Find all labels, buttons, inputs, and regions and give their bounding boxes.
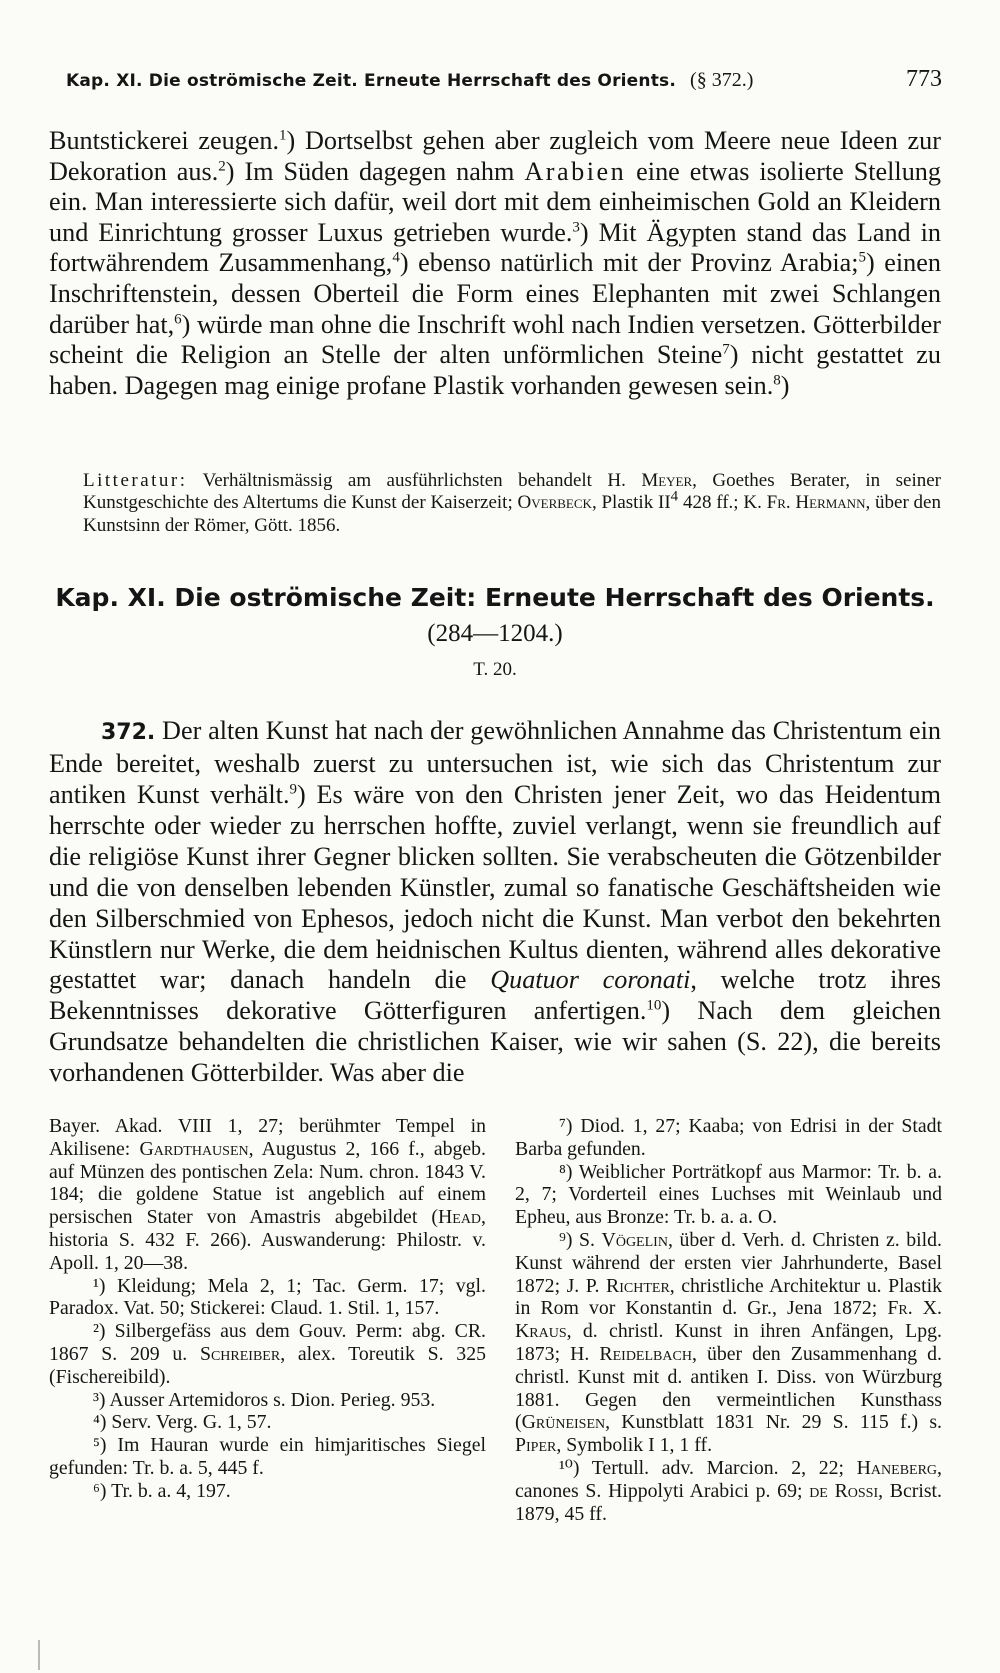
footnote-continuation (49, 1115, 486, 1275)
footnote-3: ³) Ausser Artemidoros s. Dion. Perieg. 953. (93, 1388, 436, 1411)
footnote-7: ⁷) Diod. 1, 27; Kaaba; von Edrisi in der Stadt Barba gefunden. (515, 1115, 942, 1160)
footnote-5: ⁵) Im Hauran wurde ein himjaritisches Siegel gefunden: Tr. b. a. 5, 445 f. (49, 1434, 486, 1479)
chapter-title: Kap. XI. Die oströmische Zeit: Erneute Herrschaft des Orients. (55, 583, 935, 612)
text-run: , welche trotz ihres Bekenntnisses dekorative Götterfiguren anfertigen. (49, 965, 941, 1026)
text-run: Buntstickerei zeugen. (49, 126, 280, 155)
text-run: 428 ff.; K. (678, 492, 767, 514)
text-run: , Augustus 2, 166 f., abgeb. auf Münzen des pontischen Zela: Num. chron. 1843 V. 184; die goldene Statue ist angeblich auf einem persischen Stater von Amastris abgebildet ( (49, 1137, 486, 1229)
running-header (66, 66, 942, 93)
section-372 (49, 690, 941, 1115)
literature-paragraph (49, 470, 941, 537)
text-run: Der alten Kunst hat nach der gewöhnlichen Annahme das Christentum ein Ende bereitet, weshalb zuerst zu untersuchen ist, wie sich das Christentum zur antiken Kunst verhält. (49, 716, 941, 809)
literature-label: Litteratur: (83, 470, 188, 491)
footnote-marker: 3 (572, 219, 580, 236)
running-title: Kap. XI. Die oströmische Zeit. Erneute Herrschaft des Orients. (66, 71, 677, 91)
text-run: , canones S. Hippolyti Arabici p. 69; (515, 1456, 942, 1502)
literature-note (49, 470, 941, 537)
text-run: ¹⁰) Tertull. adv. Marcion. 2, 22; (559, 1456, 857, 1479)
page-edge-mark (38, 1640, 40, 1670)
author-name: Overbeck (517, 492, 592, 514)
text-run: ⁹) S. (559, 1228, 602, 1251)
section-paragraph (49, 716, 941, 1089)
text-run: , christliche Architektur u. Plastik in Rom vor Konstantin d. Gr., Jena 1872; (515, 1274, 942, 1320)
author-name: Richter (606, 1274, 670, 1297)
footnote-8: ⁸) Weiblicher Porträtkopf aus Marmor: Tr. b. a. 2, 7; Vorderteil eines Luchses mit Weinlaub und Epheu, aus Bronze: Tr. b. a. a. O. (515, 1160, 942, 1229)
footnote-marker: 6 (174, 310, 182, 327)
text-run: ) einen Inschriftenstein, dessen Oberteil die Form eines Elephanten mit zwei Schlangen darüber hat, (49, 248, 941, 339)
page-number: 773 (906, 66, 942, 92)
text-run: , d. christl. Kunst in ihren Anfängen, Lpg. 1873; H. (515, 1320, 942, 1365)
spaced-word: Arabien (524, 156, 627, 186)
text-run: eine etwas isolierte Stellung ein. Man interessierte sich dafür, weil dort mit dem einheimischen Gold an Kleidern und Einrichtung grosser Luxus getrieben wurde. (49, 156, 941, 247)
section-number: 372. (101, 720, 156, 746)
author-name: Fr. X. Kraus (515, 1297, 942, 1343)
footnotes-right-column (515, 1115, 942, 1525)
footnote-2 (49, 1320, 486, 1388)
text-run: ) nicht gestattet zu haben. Dagegen mag einige profane Plastik vorhanden gewesen sein. (49, 340, 941, 400)
edition-superscript: 4 (670, 489, 679, 506)
text-run: Bayer. Akad. VIII 1, 27; berühmter Tempel in Akilisene: (49, 1115, 486, 1160)
footnote-marker: 9 (289, 781, 298, 798)
text-run: ) Nach dem gleichen Grundsatze behandelten die christlichen Kaiser, wie wir sahen (S. 22), die bereits vorhandenen Götterbilder. Was aber die (49, 996, 941, 1088)
footnotes-left-column (49, 1115, 486, 1503)
text-run: ) ebenso natürlich mit der Provinz Arabia; (399, 248, 859, 278)
italic-term: Quatuor coronati (490, 965, 691, 995)
author-name: Piper (515, 1434, 557, 1457)
footnote-10 (515, 1457, 942, 1525)
footnote-marker: 5 (858, 249, 867, 266)
footnote-marker: 8 (773, 372, 781, 389)
author-name: Grüneisen (521, 1411, 606, 1434)
text-run: ) würde man ohne die Inschrift wohl nach Indien versetzen. Götterbilder scheint die Religion an Stelle der alten unförmlichen Steine (49, 309, 941, 370)
author-name: Reidelbach (599, 1342, 692, 1365)
footnote-marker: 4 (392, 249, 400, 266)
footnote-marker: 1 (279, 127, 287, 144)
text-run: , Bcrist. 1879, 45 ff. (515, 1479, 942, 1525)
footnote-marker: 2 (218, 157, 226, 174)
text-run: , Kunstblatt 1831 Nr. 29 S. 115 f.) s. (605, 1411, 942, 1434)
text-run: ²) Silbergefäss aus dem Gouv. Perm: abg. CR. 1867 S. 209 u. (49, 1320, 486, 1365)
text-run: , über den Zusammenhang d. christl. Kunst mit d. antiken I. Diss. von Würzburg 1881. Gegen den vermeintlichen Kunsthass ( (515, 1342, 942, 1434)
paragraph-arabia (49, 126, 941, 401)
author-name: Schreiber (199, 1342, 281, 1365)
text-run: ) (780, 370, 790, 400)
section-reference: (§ 372.) (690, 69, 754, 91)
author-name: Fr. Hermann (766, 492, 866, 514)
footnote-4: ⁴) Serv. Verg. G. 1, 57. (93, 1411, 272, 1434)
text-run: , über den Kunstsinn der Römer, Gött. 1856. (83, 492, 941, 536)
chapter-years: (284—1204.) (427, 620, 563, 647)
footnote-6: ⁶) Tr. b. a. 4, 197. (93, 1479, 231, 1502)
author-name: de Rossi (809, 1479, 879, 1502)
footnote-marker: 10 (646, 997, 662, 1014)
author-name: Meyer (641, 470, 693, 491)
text-run: , Goethes Berater, in seiner Kunstgeschichte des Altertums die Kunst der Kaiserzeit; (83, 470, 941, 514)
footnote-marker: 7 (722, 341, 730, 358)
author-name: Haneberg (856, 1456, 938, 1479)
main-text (49, 126, 941, 401)
author-name: Head (437, 1206, 482, 1229)
author-name: Vögelin (601, 1228, 668, 1251)
footnote-9 (515, 1229, 942, 1457)
text-run: ) Dortselbst gehen aber zugleich vom Meere neue Ideen zur Dekoration aus. (49, 126, 941, 186)
text-run: , Symbolik I 1, 1 ff. (556, 1434, 713, 1457)
text-run: , über d. Verh. d. Christen z. bild. Kunst während der ersten vier Jahrhunderte, Basel 1872; J. P. (515, 1228, 942, 1297)
text-run: , Plastik II (591, 492, 671, 514)
text-run: , historia S. 432 F. 266). Auswanderung: Philostr. v. Apoll. 1, 20—38. (49, 1206, 486, 1274)
text-run: ) Es wäre von den Christen jener Zeit, wo das Heidentum herrschte oder wieder zu herrschen hoffte, zuviel verlangt, wenn sie freundlich auf die religiöse Kunst ihrer Gegner blicken sollten. Sie verabscheuten die Götzenbilder und die von denselben lebenden Künstler, zumal so fanatische Geschäftsheiden wie den Silberschmied von Ephesos, jedoch nicht die Kunst. Man verbot den bekehrten Künstlern nur Werke, die dem heidnischen Kultus dienten, während alles dekorative gestattet war; danach handeln die (49, 780, 941, 995)
footnote-1: ¹) Kleidung; Mela 2, 1; Tac. Germ. 17; vgl. Paradox. Vat. 50; Stickerei: Claud. 1. Stil. 1, 157. (49, 1274, 486, 1320)
text-run: Verhältnismässig am ausführlichsten behandelt H. (187, 470, 642, 491)
plate-reference: T. 20. (473, 659, 517, 680)
text-run: , alex. Toreutik S. 325 (Fischereibild). (49, 1342, 486, 1388)
text-run: ) Im Süden dagegen nahm (225, 156, 525, 186)
author-name: Gardthausen (139, 1137, 249, 1160)
text-run: ) Mit Ägypten stand das Land in fortwährendem Zusammenhang, (49, 217, 942, 278)
